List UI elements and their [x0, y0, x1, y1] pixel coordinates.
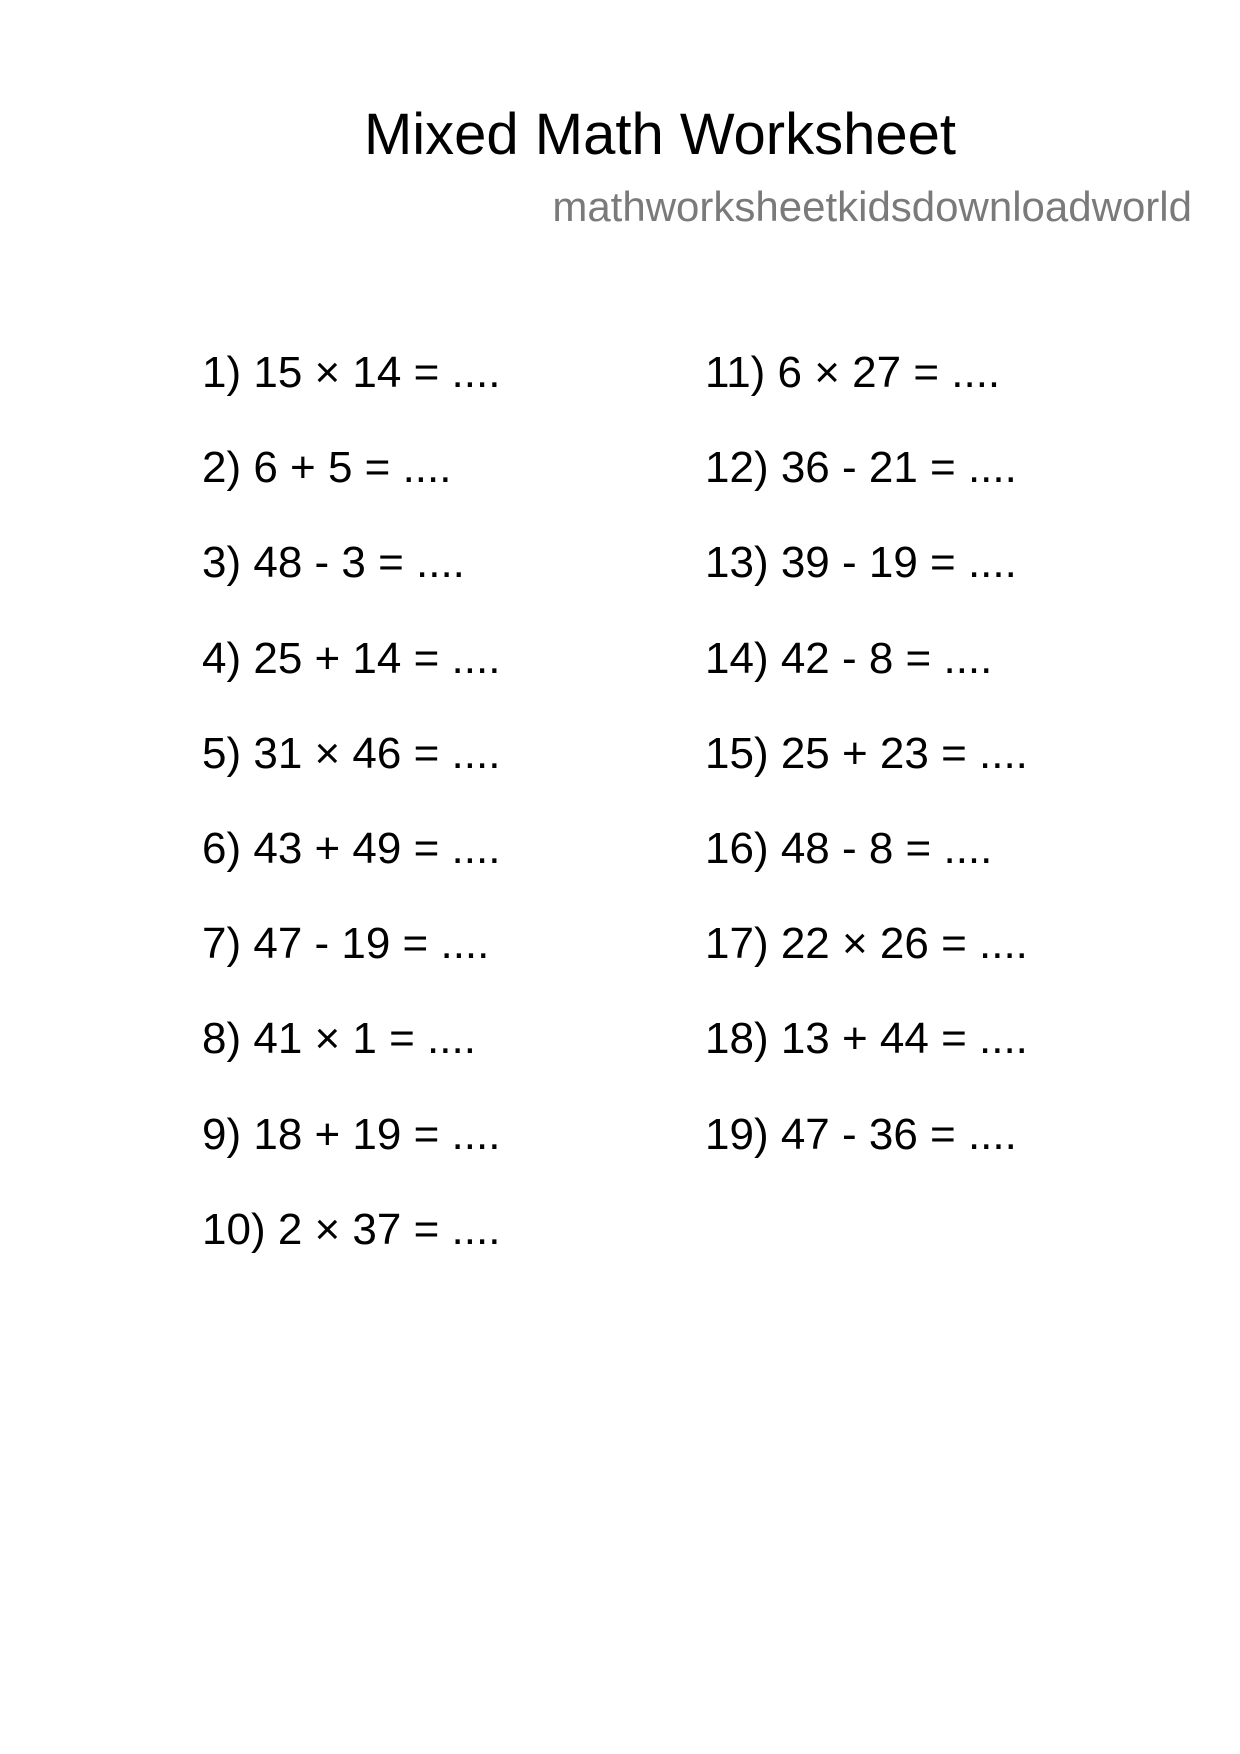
problem-item: 8) 41 × 1 = ....: [202, 1014, 476, 1064]
problem-item: 16) 48 - 8 = ....: [705, 823, 993, 873]
problem-item: 1) 15 × 14 = ....: [202, 348, 501, 397]
problem-item: 3) 48 - 3 = ....: [202, 538, 465, 588]
problem-item: 11) 6 × 27 = ....: [705, 348, 1001, 397]
page-title: Mixed Math Worksheet: [363, 102, 957, 167]
problem-item: 13) 39 - 19 = ....: [705, 538, 1017, 588]
problem-item: 4) 25 + 14 = ....: [202, 633, 501, 683]
problem-column-right: [705, 348, 1028, 1205]
problem-item: 5) 31 × 46 = ....: [202, 728, 501, 778]
problem-item: 12) 36 - 21 = ....: [705, 443, 1017, 493]
problem-item: 19) 47 - 36 = ....: [705, 1109, 1017, 1159]
problem-item: 17) 22 × 26 = ....: [705, 919, 1028, 969]
problem-item: 10) 2 × 37 = ....: [202, 1204, 501, 1254]
problem-item: 6) 43 + 49 = ....: [202, 823, 501, 873]
problem-item: 7) 47 - 19 = ....: [202, 919, 490, 969]
problem-column-left: [202, 348, 500, 1300]
problem-item: 15) 25 + 23 = ....: [705, 728, 1028, 778]
problem-item: 9) 18 + 19 = ....: [202, 1109, 501, 1159]
problem-item: 18) 13 + 44 = ....: [705, 1014, 1028, 1064]
problem-item: 14) 42 - 8 = ....: [705, 633, 993, 683]
site-watermark: mathworksheetkidsdownloadworld: [552, 183, 1192, 230]
problem-item: 2) 6 + 5 = ....: [202, 443, 452, 493]
